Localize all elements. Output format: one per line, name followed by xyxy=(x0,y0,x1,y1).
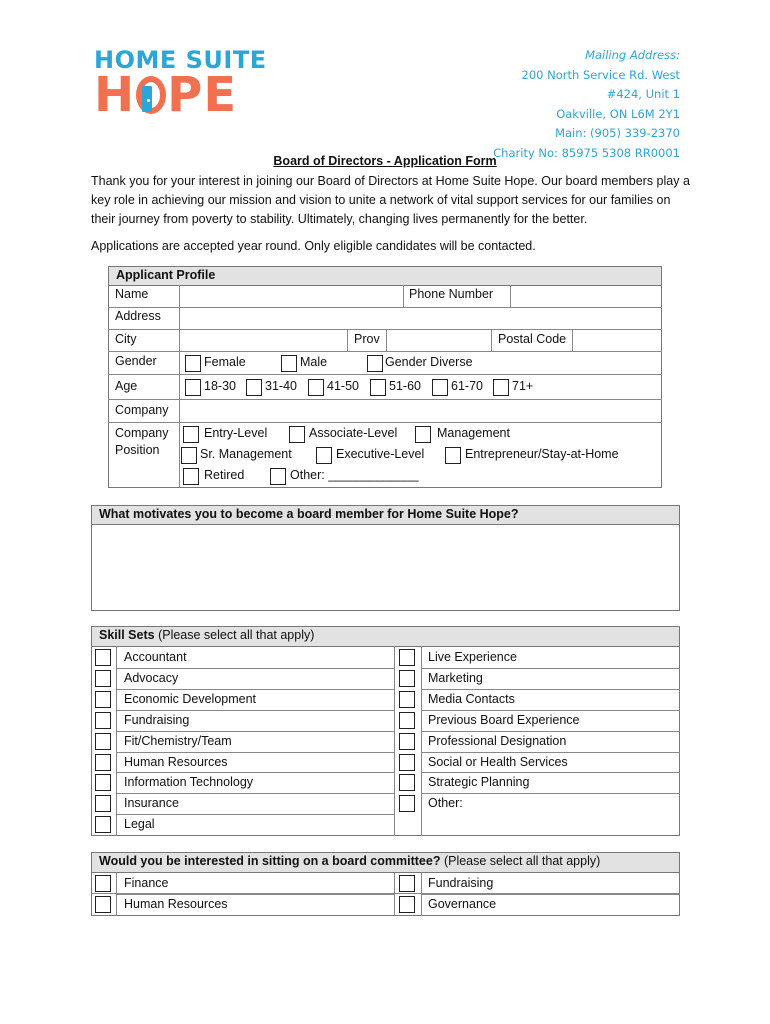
committee-right-checkbox[interactable] xyxy=(399,875,415,892)
skill-left-checkbox[interactable] xyxy=(95,670,111,687)
company-input[interactable] xyxy=(180,400,661,422)
position-option: Management xyxy=(437,426,510,440)
mailing-address xyxy=(493,46,680,163)
committee-header xyxy=(91,852,680,873)
age-option: 71+ xyxy=(512,379,534,393)
age-option: 51-60 xyxy=(389,379,421,393)
position-label: Company xyxy=(115,426,169,440)
committee-header-bold: Would you be interested in sitting on a board committee? xyxy=(99,854,441,868)
address-label: Mailing Address: xyxy=(585,48,680,62)
prov-input[interactable] xyxy=(387,330,491,351)
position-option: Associate-Level xyxy=(309,426,398,440)
position-entry-checkbox[interactable] xyxy=(183,426,199,443)
skill-right-label: Marketing xyxy=(428,670,483,685)
gender-male-checkbox[interactable] xyxy=(281,355,297,372)
committee-right-label: Fundraising xyxy=(428,876,494,890)
skill-right-checkbox[interactable] xyxy=(399,754,415,771)
address-line: Main: (905) 339-2370 xyxy=(555,126,680,140)
skill-left-label: Insurance xyxy=(124,796,179,811)
city-input[interactable] xyxy=(180,330,347,351)
age-option: 41-50 xyxy=(327,379,359,393)
skill-right-checkbox[interactable] xyxy=(399,670,415,687)
age-18-30-checkbox[interactable] xyxy=(185,379,201,396)
age-41-50-checkbox[interactable] xyxy=(308,379,324,396)
position-other-checkbox[interactable] xyxy=(270,468,286,485)
logo-top-text: HOME SUITE xyxy=(94,46,267,74)
skill-left-label: Fundraising xyxy=(124,712,190,727)
position-option: Retired xyxy=(204,468,245,482)
skill-right-checkbox[interactable] xyxy=(399,712,415,729)
committee-right-label: Governance xyxy=(428,897,497,911)
skill-left-label: Legal xyxy=(124,817,155,832)
motivation-header: What motivates you to become a board member for Home Suite Hope? xyxy=(91,505,680,525)
phone-label: Phone Number xyxy=(409,287,494,301)
phone-input[interactable] xyxy=(511,286,661,307)
position-option: Entry-Level xyxy=(204,426,268,440)
skill-left-label: Advocacy xyxy=(124,670,179,685)
skills-header-bold: Skill Sets xyxy=(99,628,155,642)
skill-left-checkbox[interactable] xyxy=(95,754,111,771)
intro-paragraph: Thank you for your interest in joining our Board of Directors at Home Suite Hope. Our board members play a key role in achieving our mission and vision to unite a network of vital support services for our families on their journey from poverty to stability. Ultimately, changing lives permanently for the better. xyxy=(91,174,690,226)
position-option: Executive-Level xyxy=(336,447,425,461)
position-label-2: Position xyxy=(115,443,160,457)
age-option: 31-40 xyxy=(265,379,297,393)
city-label: City xyxy=(115,332,137,346)
skill-right-checkbox[interactable] xyxy=(399,649,415,666)
skills-header xyxy=(91,626,680,647)
applications-note: Applications are accepted year round. Only eligible candidates will be contacted. xyxy=(91,239,536,253)
skill-right-label: Media Contacts xyxy=(428,691,515,706)
skill-right-checkbox[interactable] xyxy=(399,774,415,791)
prov-label: Prov xyxy=(354,332,380,346)
position-associate-checkbox[interactable] xyxy=(289,426,305,443)
skill-left-checkbox[interactable] xyxy=(95,795,111,812)
age-71-plus-checkbox[interactable] xyxy=(493,379,509,396)
committee-left-checkbox[interactable] xyxy=(95,896,111,913)
skill-left-label: Human Resources xyxy=(124,754,228,769)
skill-left-label: Information Technology xyxy=(124,775,254,790)
gender-female-checkbox[interactable] xyxy=(185,355,201,372)
committee-right-checkbox[interactable] xyxy=(399,896,415,913)
position-option: Sr. Management xyxy=(200,447,292,461)
age-label: Age xyxy=(115,379,138,393)
skill-left-checkbox[interactable] xyxy=(95,774,111,791)
skill-right-label: Other: xyxy=(428,796,463,811)
address-line: 200 North Service Rd. West xyxy=(521,67,680,82)
skill-right-checkbox[interactable] xyxy=(399,795,415,812)
form-title: Board of Directors - Application Form xyxy=(273,154,497,168)
postal-label: Postal Code xyxy=(498,332,567,346)
door-icon xyxy=(142,86,152,112)
skill-left-label: Economic Development xyxy=(124,691,257,706)
position-executive-checkbox[interactable] xyxy=(316,447,332,464)
position-management-checkbox[interactable] xyxy=(415,426,431,443)
skill-right-label: Strategic Planning xyxy=(428,775,530,790)
age-option: 61-70 xyxy=(451,379,483,393)
position-entrepreneur-checkbox[interactable] xyxy=(445,447,461,464)
applicant-profile-header: Applicant Profile xyxy=(108,266,662,286)
skill-right-checkbox[interactable] xyxy=(399,691,415,708)
skill-left-label: Accountant xyxy=(124,650,187,664)
position-option: Entrepreneur/Stay-at-Home xyxy=(465,447,619,461)
skill-right-label: Previous Board Experience xyxy=(428,712,580,727)
position-sr-management-checkbox[interactable] xyxy=(181,447,197,464)
committee-header-note: (Please select all that apply) xyxy=(440,854,601,868)
skill-left-checkbox[interactable] xyxy=(95,691,111,708)
gender-diverse-checkbox[interactable] xyxy=(367,355,383,372)
age-option: 18-30 xyxy=(204,379,236,393)
skill-left-checkbox[interactable] xyxy=(95,733,111,750)
name-label: Name xyxy=(115,287,149,301)
gender-option: Female xyxy=(204,355,246,369)
skill-right-checkbox[interactable] xyxy=(399,733,415,750)
position-retired-checkbox[interactable] xyxy=(183,468,199,485)
age-61-70-checkbox[interactable] xyxy=(432,379,448,396)
position-other-option: Other: _____________ xyxy=(290,468,419,482)
gender-option: Gender Diverse xyxy=(385,355,473,369)
skill-right-label: Live Experience xyxy=(428,650,517,664)
motivation-answer-box[interactable] xyxy=(91,524,680,611)
address-line: Charity No: 85975 5308 RR0001 xyxy=(493,145,680,160)
skill-right-label: Social or Health Services xyxy=(428,754,568,769)
name-input[interactable] xyxy=(180,286,403,307)
skill-left-checkbox[interactable] xyxy=(95,816,111,833)
company-label: Company xyxy=(115,403,169,417)
committee-left-checkbox[interactable] xyxy=(95,875,111,892)
skill-left-checkbox[interactable] xyxy=(95,649,111,666)
logo-bottom-text xyxy=(94,69,237,121)
skill-left-checkbox[interactable] xyxy=(95,712,111,729)
address-input[interactable] xyxy=(180,308,661,329)
skill-left-label: Fit/Chemistry/Team xyxy=(124,733,232,748)
age-31-40-checkbox[interactable] xyxy=(246,379,262,396)
gender-label: Gender xyxy=(115,354,157,368)
committee-left-label: Human Resources xyxy=(124,897,228,911)
age-51-60-checkbox[interactable] xyxy=(370,379,386,396)
address-line: #424, Unit 1 xyxy=(606,87,680,101)
logo-h: H xyxy=(94,67,136,123)
logo-pe: PE xyxy=(167,67,238,123)
postal-input[interactable] xyxy=(573,330,661,351)
committee-left-label: Finance xyxy=(124,876,169,890)
skill-right-label: Professional Designation xyxy=(428,733,567,748)
skills-header-note: (Please select all that apply) xyxy=(154,628,315,642)
address-line: Oakville, ON L6M 2Y1 xyxy=(556,106,680,121)
gender-option: Male xyxy=(300,355,328,369)
address-field-label: Address xyxy=(115,309,161,323)
